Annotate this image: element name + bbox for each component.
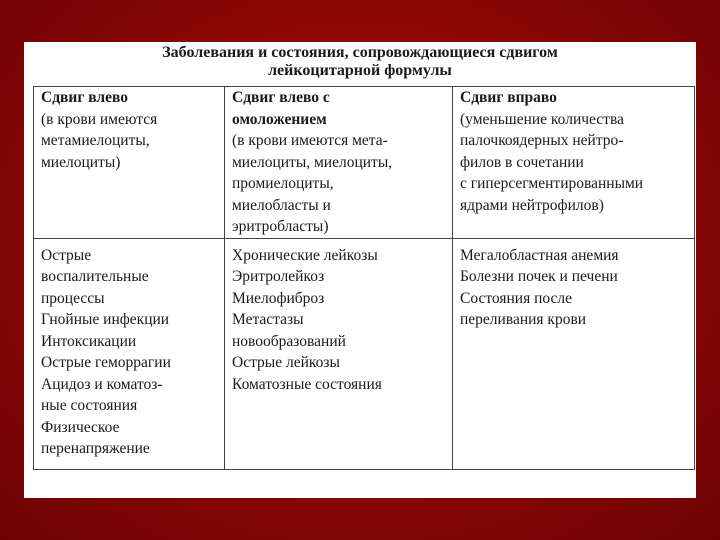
header-title-line: Сдвиг вправо	[460, 89, 557, 106]
condition-item: новообразований	[232, 332, 346, 350]
condition-item: Острые	[41, 246, 92, 264]
header-desc-line: с гиперсегментированными	[460, 175, 644, 192]
condition-item: Состояния после	[460, 289, 573, 307]
header-desc-line: промиелоциты,	[232, 175, 334, 192]
header-desc-line: (в крови имеются мета-	[232, 132, 388, 149]
header-desc-line: миелоциты)	[41, 153, 121, 171]
header-desc-line: миелобласты и	[232, 196, 331, 214]
condition-item: перенапряжение	[41, 440, 150, 457]
leukocyte-shift-table	[33, 86, 695, 470]
slide	[24, 42, 696, 498]
condition-item: ные состояния	[41, 397, 138, 414]
header-title-line: Сдвиг влево с	[232, 89, 330, 106]
conditions-shift-left-rejuvenation	[225, 238, 453, 469]
header-shift-left	[34, 87, 225, 239]
header-shift-right	[453, 87, 695, 239]
header-desc-line: (в крови имеются	[41, 110, 158, 128]
header-desc-line: эритробласты)	[232, 218, 329, 235]
condition-item: переливания крови	[460, 311, 587, 328]
title-line-1: Заболевания и состояния, сопровождающиеся сдвигом	[162, 44, 558, 61]
condition-item: Острые лейкозы	[232, 354, 340, 371]
condition-item: Ацидоз и коматоз-	[41, 375, 163, 393]
header-desc-line: метамиелоциты,	[41, 132, 150, 149]
header-title-line: Сдвиг влево	[41, 89, 129, 106]
conditions-shift-right	[453, 238, 695, 469]
table-title	[24, 44, 696, 80]
title-line-2: лейкоцитарной формулы	[268, 62, 452, 79]
condition-item: воспалительные	[41, 268, 149, 285]
table-body-row	[34, 238, 695, 469]
header-desc-line: миелоциты, миелоциты,	[232, 153, 393, 171]
condition-item: Интоксикации	[41, 332, 137, 350]
condition-item: Эритролейкоз	[232, 268, 325, 285]
condition-item: Острые геморрагии	[41, 354, 171, 371]
header-desc-line: филов в сочетании	[460, 153, 584, 171]
header-desc-line: (уменьшение количества	[460, 110, 624, 128]
condition-item: Миелофиброз	[232, 289, 325, 307]
condition-item: Физическое	[41, 418, 120, 436]
conditions-shift-left	[34, 238, 225, 469]
header-shift-left-rejuvenation	[225, 87, 453, 239]
condition-item: Болезни почек и печени	[460, 268, 618, 285]
condition-item: Гнойные инфекции	[41, 311, 170, 328]
condition-item: Хронические лейкозы	[232, 246, 378, 264]
table-header-row	[34, 87, 695, 239]
header-desc-line: палочкоядерных нейтро-	[460, 132, 624, 149]
header-desc-line: ядрами нейтрофилов)	[460, 196, 604, 214]
condition-item: Мегалобластная анемия	[460, 246, 619, 264]
condition-item: Метастазы	[232, 311, 304, 328]
condition-item: Коматозные состояния	[232, 375, 382, 393]
header-title-line: омоложением	[232, 110, 327, 128]
condition-item: процессы	[41, 289, 105, 307]
